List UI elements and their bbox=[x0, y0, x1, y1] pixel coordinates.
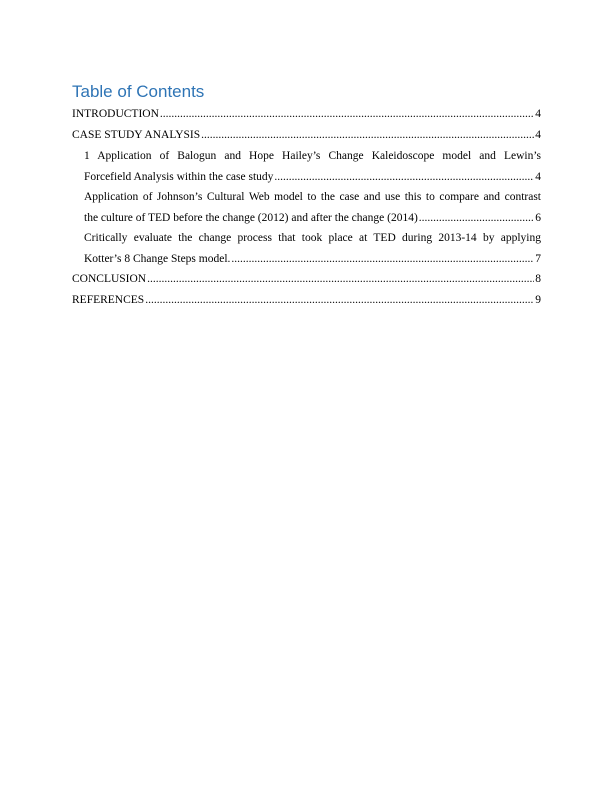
toc-entry-kotter-change-steps[interactable] bbox=[72, 228, 541, 269]
toc-dot-leader bbox=[201, 125, 534, 146]
toc-entry-title-line-1: Application of Johnson’s Cultural Web model to the case and use this to compare and contrast bbox=[84, 191, 541, 203]
toc-page-number: 9 bbox=[535, 294, 541, 306]
toc-page-number: 4 bbox=[535, 108, 541, 120]
toc-page-number: 7 bbox=[535, 252, 541, 265]
toc-list bbox=[72, 104, 541, 311]
toc-dot-leader bbox=[231, 249, 534, 270]
toc-page-number: 4 bbox=[535, 170, 541, 183]
toc-entry-case-study-analysis[interactable] bbox=[72, 125, 541, 146]
toc-entry-references[interactable] bbox=[72, 290, 541, 311]
toc-entry-title: REFERENCES bbox=[72, 294, 145, 306]
toc-entry-title-line-2: Kotter’s 8 Change Steps model. bbox=[84, 252, 231, 265]
toc-entry-title: INTRODUCTION bbox=[72, 108, 159, 120]
toc-entry-title-line-2-row bbox=[84, 208, 541, 229]
toc-page-number: 6 bbox=[535, 211, 541, 224]
toc-entry-title-line-2-row bbox=[84, 249, 541, 270]
toc-entry-title: CASE STUDY ANALYSIS bbox=[72, 129, 201, 141]
toc-dot-leader bbox=[147, 269, 534, 290]
toc-entry-title-line-2: Forcefield Analysis within the case study bbox=[84, 170, 274, 183]
toc-dot-leader bbox=[145, 290, 534, 311]
toc-dot-leader bbox=[160, 104, 534, 125]
toc-entry-conclusion[interactable] bbox=[72, 269, 541, 290]
toc-entry-balogun-lewin[interactable] bbox=[72, 146, 541, 187]
toc-dot-leader bbox=[419, 208, 534, 229]
toc-entry-title: CONCLUSION bbox=[72, 273, 147, 285]
toc-entry-title-line-1: 1 Application of Balogun and Hope Hailey’s Change Kaleidoscope model and Lewin’s bbox=[84, 150, 541, 162]
toc-dot-leader bbox=[274, 167, 534, 188]
toc-entry-title-line-1: Critically evaluate the change process that took place at TED during 2013-14 by applying bbox=[84, 232, 541, 244]
toc-page-number: 4 bbox=[535, 129, 541, 141]
toc-heading: Table of Contents bbox=[72, 82, 205, 101]
document-page bbox=[72, 80, 541, 311]
toc-entry-title-line-2: the culture of TED before the change (2012) and after the change (2014) bbox=[84, 211, 418, 224]
toc-page-number: 8 bbox=[535, 273, 541, 285]
toc-entry-introduction[interactable] bbox=[72, 104, 541, 125]
toc-entry-johnson-cultural-web[interactable] bbox=[72, 187, 541, 228]
toc-entry-title-line-2-row bbox=[84, 167, 541, 188]
